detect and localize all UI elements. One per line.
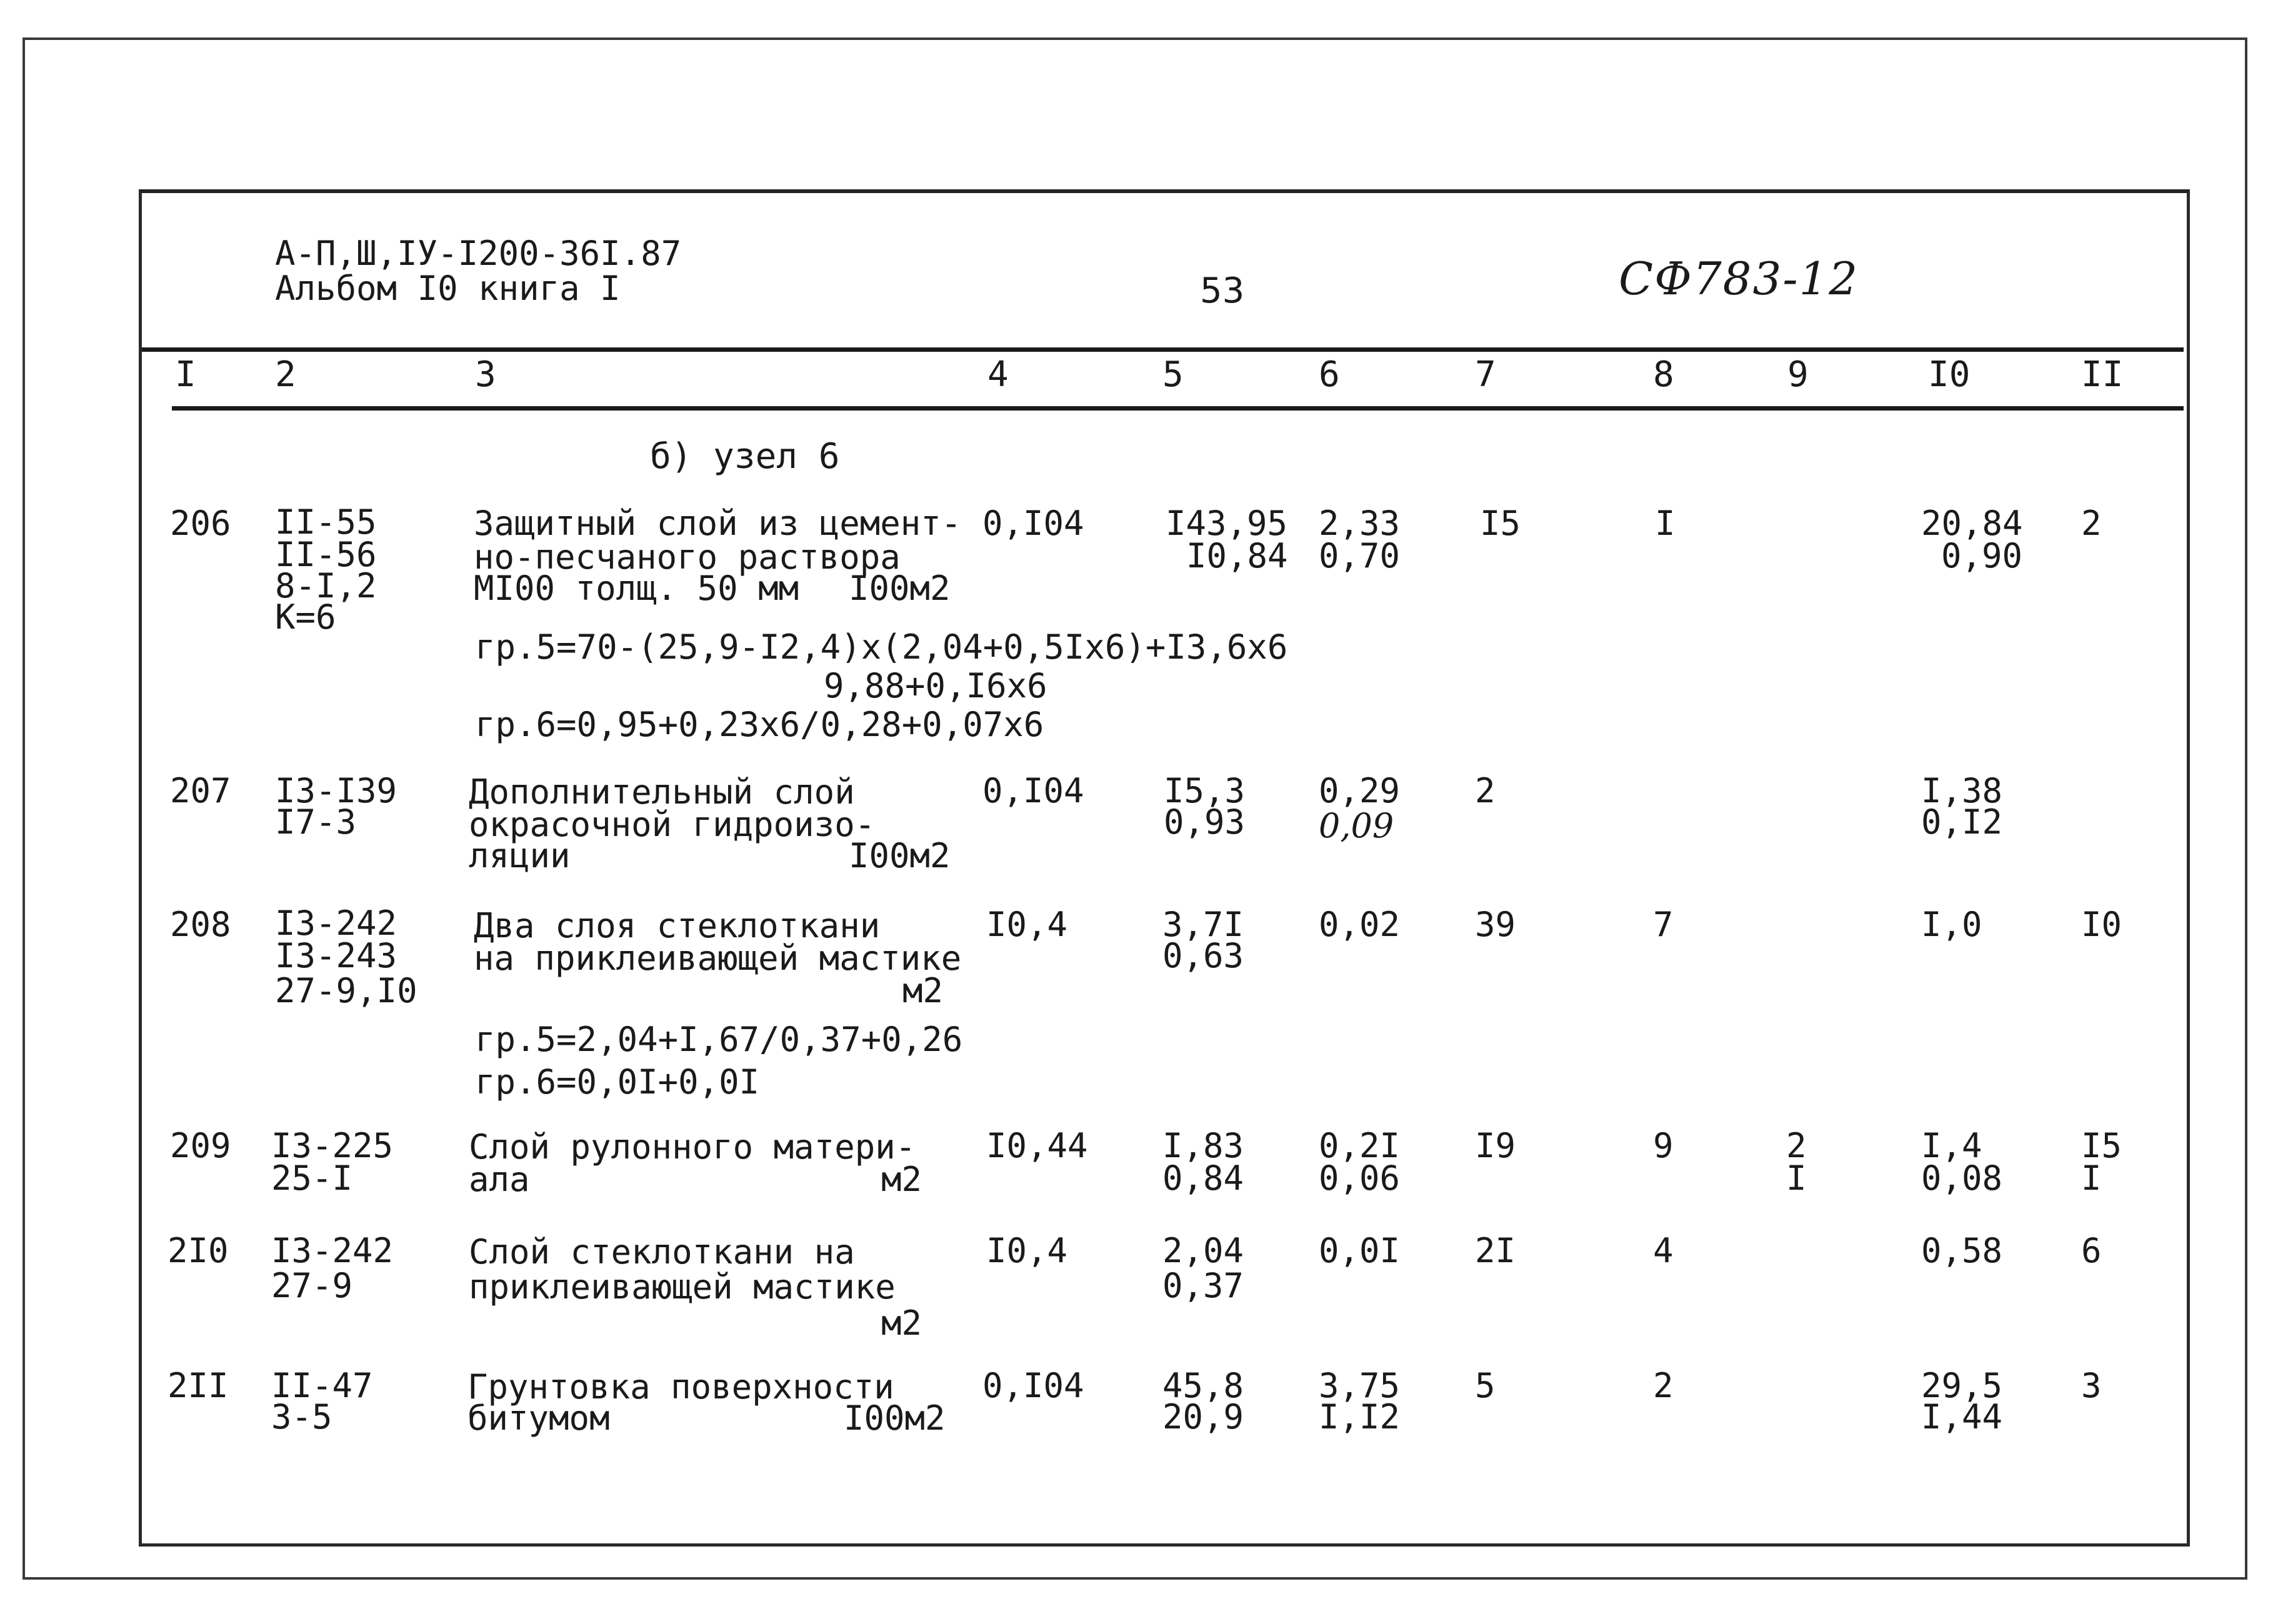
col10-value: I,4: [1921, 1126, 1982, 1165]
col8-value: 7: [1653, 905, 1674, 944]
col8-value: I: [1655, 504, 1676, 543]
col10-value: 0,58: [1921, 1231, 2003, 1270]
col6-value: 2,33: [1319, 504, 1401, 543]
row-number: 209: [170, 1126, 231, 1165]
col10-value: 0,08: [1921, 1158, 2003, 1198]
col10-value: I,38: [1921, 771, 2003, 810]
col11-value: 2: [2081, 504, 2102, 543]
unit-of-measure: м2: [902, 971, 944, 1010]
col6-value: 0,02: [1319, 905, 1401, 944]
col6-value: 0,0I: [1319, 1231, 1401, 1270]
rate-code: I3-242: [275, 904, 397, 943]
header-rule-top: [142, 347, 2184, 352]
column-header-7: 7: [1475, 354, 1496, 395]
rate-code: К=6: [275, 597, 336, 637]
quantity: 0,I04: [982, 504, 1084, 543]
rate-code: I3-225: [271, 1126, 394, 1165]
work-description: на приклеивающей мастике: [474, 939, 962, 978]
col7-value: I9: [1475, 1126, 1516, 1165]
col8-value: 2: [1653, 1366, 1674, 1405]
quantity: I0,44: [986, 1126, 1088, 1165]
calculation-formula: гр.5=70-(25,9-I2,4)x(2,04+0,5Ix6)+I3,6x6: [475, 627, 1288, 667]
col11-value: I5: [2081, 1126, 2122, 1165]
page-number: 53: [1200, 271, 1245, 311]
document-code: СФ783-12: [1619, 252, 1859, 305]
rate-code: II-47: [271, 1366, 373, 1405]
calculation-formula: гр.6=0,0I+0,0I: [475, 1062, 760, 1102]
work-description: Защитный слой из цемент-: [474, 504, 962, 543]
col10-value: 0,I2: [1921, 802, 2003, 842]
column-header-6: 6: [1319, 354, 1340, 395]
calculation-formula: гр.6=0,95+0,23x6/0,28+0,07x6: [475, 705, 1044, 744]
unit-of-measure: I00м2: [849, 836, 951, 875]
col10-value: 29,5: [1921, 1366, 2003, 1405]
header-rule-bottom: [172, 406, 2184, 411]
work-description: МI00 толщ. 50 мм: [474, 569, 799, 608]
column-header-5: 5: [1162, 354, 1184, 395]
rate-code: I3-I39: [275, 771, 397, 810]
work-description: Грунтовка поверхности: [467, 1367, 894, 1407]
col6-value: 0,70: [1319, 536, 1401, 575]
quantity: 0,I04: [982, 1366, 1084, 1405]
work-description: Слой рулонного матери-: [469, 1127, 916, 1167]
unit-of-measure: I00м2: [844, 1398, 946, 1438]
quantity: I0,4: [986, 1231, 1068, 1270]
unit-cost: 2,04: [1162, 1231, 1244, 1270]
row-number: 206: [170, 504, 231, 543]
rate-code: II-56: [275, 535, 377, 574]
col7-value: 2I: [1475, 1231, 1516, 1270]
rate-code: I3-242: [271, 1231, 394, 1270]
col6-value-handwritten: 0,09: [1319, 806, 1394, 845]
work-description: но-песчаного раствора: [474, 537, 901, 577]
col10-value: I,44: [1921, 1397, 2003, 1437]
document-designation: А-П,Ш,IУ-I200-36I.87: [275, 234, 682, 273]
col10-value: 0,90: [1941, 536, 2023, 575]
row-number: 2I0: [167, 1231, 229, 1270]
col7-value: 39: [1475, 905, 1516, 944]
col11-value: 3: [2081, 1366, 2102, 1405]
unit-cost: 0,37: [1162, 1266, 1244, 1305]
row-number: 2II: [167, 1366, 229, 1405]
work-description: Два слоя стеклоткани: [474, 906, 881, 945]
rate-code: I3-243: [275, 936, 397, 975]
col11-value: I0: [2081, 905, 2122, 944]
col6-value: I,I2: [1319, 1397, 1401, 1437]
unit-cost: 0,63: [1162, 936, 1244, 975]
col10-value: I,0: [1921, 905, 1982, 944]
unit-cost: I43,95: [1166, 504, 1288, 543]
rate-code: 25-I: [271, 1158, 353, 1198]
rate-code: 27-9,I0: [275, 971, 417, 1010]
work-description: приклеивающей мастике: [469, 1267, 896, 1307]
column-header-8: 8: [1653, 354, 1674, 395]
section-title: б) узел 6: [650, 436, 840, 477]
rate-code: 3-5: [271, 1397, 332, 1437]
work-description: ляции: [469, 836, 571, 875]
col8-value: 4: [1653, 1231, 1674, 1270]
unit-cost: I0,84: [1186, 536, 1288, 575]
col11-value: 6: [2081, 1231, 2102, 1270]
unit-cost: 0,93: [1164, 802, 1246, 842]
unit-cost: 0,84: [1162, 1158, 1244, 1198]
unit-of-measure: I00м2: [849, 569, 951, 608]
col9-value: I: [1786, 1158, 1807, 1198]
col7-value: 5: [1475, 1366, 1496, 1405]
column-header-3: 3: [475, 354, 496, 395]
row-number: 207: [170, 771, 231, 810]
col10-value: 20,84: [1921, 504, 2023, 543]
col8-value: 9: [1653, 1126, 1674, 1165]
col6-value: 0,06: [1319, 1158, 1401, 1198]
work-description: окрасочной гидроизо-: [469, 805, 876, 844]
column-header-2: 2: [275, 354, 296, 395]
unit-cost: I,83: [1162, 1126, 1244, 1165]
work-description: ала: [469, 1160, 530, 1199]
rate-code: 8-I,2: [275, 566, 377, 605]
rate-code: II-55: [275, 502, 377, 542]
column-header-4: 4: [987, 354, 1009, 395]
quantity: 0,I04: [982, 771, 1084, 810]
unit-cost: I5,3: [1164, 771, 1246, 810]
col6-value: 0,29: [1319, 771, 1401, 810]
unit-cost: 20,9: [1162, 1397, 1244, 1437]
column-header-1: I: [175, 354, 196, 395]
work-description: Слой стеклоткани на: [469, 1232, 855, 1272]
column-header-10: I0: [1928, 354, 1971, 395]
work-description: Дополнительный слой: [469, 772, 855, 812]
rate-code: I7-3: [275, 802, 357, 842]
col6-value: 3,75: [1319, 1366, 1401, 1405]
unit-cost: 3,7I: [1162, 905, 1244, 944]
calculation-formula: 9,88+0,I6x6: [824, 666, 1047, 705]
unit-of-measure: м2: [881, 1160, 922, 1199]
column-header-9: 9: [1787, 354, 1809, 395]
column-header-11: II: [2081, 354, 2124, 395]
col11-value: I: [2081, 1158, 2102, 1198]
quantity: I0,4: [986, 905, 1068, 944]
work-description: битумом: [467, 1398, 610, 1438]
col9-value: 2: [1786, 1126, 1807, 1165]
unit-of-measure: м2: [881, 1303, 922, 1343]
col7-value: I5: [1480, 504, 1521, 543]
row-number: 208: [170, 905, 231, 944]
unit-cost: 45,8: [1162, 1366, 1244, 1405]
col6-value: 0,2I: [1319, 1126, 1401, 1165]
col7-value: 2: [1475, 771, 1496, 810]
rate-code: 27-9: [271, 1266, 353, 1305]
calculation-formula: гр.5=2,04+I,67/0,37+0,26: [475, 1020, 963, 1059]
album-label: Альбом I0 книга I: [275, 269, 621, 308]
